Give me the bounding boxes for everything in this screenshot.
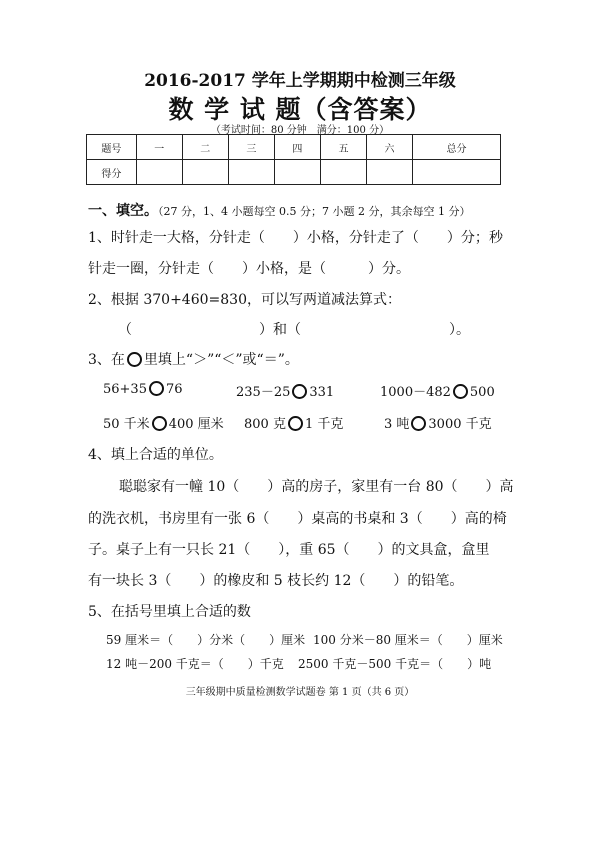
compare-left: 50 千米 <box>103 417 150 432</box>
table-cell: 一 <box>136 135 182 160</box>
table-cell: 二 <box>182 135 228 160</box>
compare-right: 331 <box>309 385 335 400</box>
compare-right: 1 千克 <box>304 417 344 432</box>
question-1-line-1: 1、时针走一大格，分针走（ ）小格，分针走了（ ）分； <box>88 230 489 246</box>
question-5-item: 100 分米－80 厘米＝（ ）厘米 <box>313 633 503 647</box>
circle-icon <box>127 352 142 367</box>
table-cell: 总分 <box>413 135 501 160</box>
table-cell: 三 <box>228 135 274 160</box>
page-footer: 三年级期中质量检测数学试题卷 第 1 页（共 6 页） <box>185 687 415 698</box>
circle-icon <box>288 416 303 431</box>
score-table-header-row <box>87 135 501 160</box>
circle-icon <box>453 384 468 399</box>
compare-item <box>103 413 224 432</box>
score-cell <box>413 160 501 185</box>
table-cell: 得分 <box>87 160 137 185</box>
score-cell <box>228 160 274 185</box>
compare-right: 400 厘米 <box>168 417 224 432</box>
question-2-line-1: 2、根据 370+460=830，可以写两道减法算式： <box>88 292 401 308</box>
question-2-blank-open: （ <box>118 322 132 338</box>
score-cell <box>136 160 182 185</box>
circle-icon <box>149 381 164 396</box>
compare-right: 76 <box>165 382 183 397</box>
exam-info: （考试时间：80 分钟 满分：100 分） <box>210 125 390 136</box>
compare-left: 3 吨 <box>384 417 410 432</box>
question-2-blank-close: ）。 <box>449 322 470 338</box>
score-table <box>86 134 501 185</box>
score-cell <box>366 160 412 185</box>
question-4-line: 聪聪家有一幢 10（ ）高的房子，家里有一台 80（ ）高 <box>119 479 514 495</box>
score-cell <box>182 160 228 185</box>
question-3-suffix: 里填上“＞”“＜”或“＝”。 <box>143 352 299 368</box>
question-5-item: 2500 千克－500 千克＝（ ）吨 <box>298 657 492 671</box>
compare-left: 800 克 <box>244 417 286 432</box>
exam-subject-title: 数 学 试 题（含答案） <box>168 95 432 124</box>
question-4-heading: 4、填上合适的单位。 <box>88 447 223 463</box>
table-cell: 题号 <box>87 135 137 160</box>
exam-title: 2016-2017 学年上学期期中检测三年级 <box>144 71 456 91</box>
question-2-blank-and: ）和（ <box>259 322 301 338</box>
question-5-item: 12 吨－200 千克＝（ ）千克 <box>106 657 284 671</box>
question-3-heading <box>88 349 299 369</box>
question-4-line: 有一块长 3（ ）的橡皮和 5 枝长约 12（ ）的铅笔。 <box>88 573 464 589</box>
question-3-prefix: 3、在 <box>88 352 125 368</box>
score-cell <box>274 160 320 185</box>
section-note: （27 分，1、4 小题每空 0.5 分；7 小题 2 分，其余每空 1 分） <box>158 205 471 218</box>
question-4-line: 的洗衣机，书房里有一张 6（ ）桌高的书桌和 3（ ）高的椅 <box>88 511 507 527</box>
compare-right: 3000 千克 <box>428 417 492 432</box>
compare-item <box>236 381 334 400</box>
table-cell: 五 <box>320 135 366 160</box>
compare-left: 56+35 <box>103 382 147 397</box>
question-1-line-2: 针走一圈，分针走（ ）小格，是（ ）分。 <box>88 261 410 277</box>
circle-icon <box>292 384 307 399</box>
score-cell <box>320 160 366 185</box>
compare-left: 1000－482 <box>380 385 451 400</box>
question-5-item: 59 厘米＝（ ）分米（ ）厘米 <box>106 633 306 647</box>
table-cell: 六 <box>366 135 412 160</box>
compare-left: 235－25 <box>236 385 291 400</box>
section-heading-line <box>88 200 470 220</box>
question-1-line-1-end: 秒 <box>489 230 503 246</box>
section-heading: 一、填空。 <box>88 203 158 219</box>
compare-right: 500 <box>469 385 495 400</box>
compare-item <box>380 381 495 400</box>
score-table-score-row <box>87 160 501 185</box>
question-4-line: 子。桌子上有一只长 21（ ），重 65（ ）的文具盒，盒里 <box>88 542 490 558</box>
compare-item <box>244 413 343 432</box>
compare-item <box>384 413 492 432</box>
circle-icon <box>411 416 426 431</box>
question-5-heading: 5、在括号里填上合适的数 <box>88 604 251 620</box>
table-cell: 四 <box>274 135 320 160</box>
compare-item <box>103 381 183 397</box>
circle-icon <box>152 416 167 431</box>
